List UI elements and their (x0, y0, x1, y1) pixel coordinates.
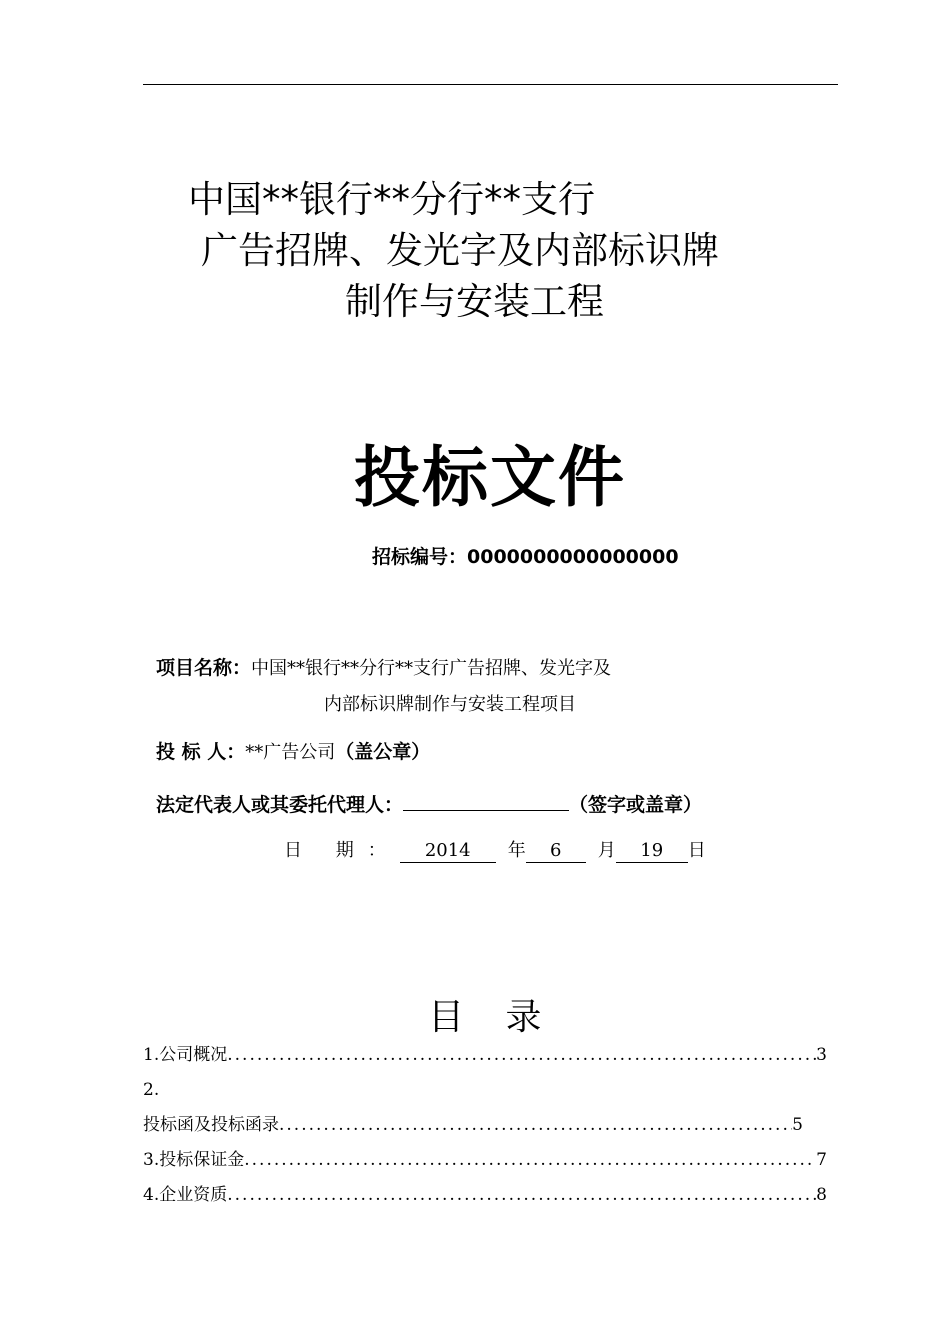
toc-item[interactable] (143, 1114, 803, 1149)
bidder-seal-note: （盖公章） (335, 741, 431, 763)
date-line (284, 838, 706, 864)
bid-number (372, 544, 679, 570)
date-year-unit: 年 (507, 840, 526, 861)
toc-leader (279, 1114, 792, 1136)
toc-item[interactable] (143, 1184, 827, 1219)
date-day-unit: 日 (687, 840, 706, 861)
toc-item[interactable] (143, 1149, 827, 1184)
bid-number-value: 0000000000000000 (467, 546, 679, 568)
toc-leader (244, 1149, 816, 1171)
toc-leader (227, 1044, 816, 1066)
date-month-unit: 月 (597, 840, 616, 861)
toc-item-text: 4.企业资质 (143, 1185, 228, 1205)
toc-item-page: 8 (816, 1185, 827, 1205)
project-name-line-1 (156, 655, 611, 682)
toc-item-text: 投标函及投标函录 (143, 1115, 279, 1135)
title-line-1: 中国**银行**分行**支行 (188, 178, 595, 221)
toc-item-text: 2. (143, 1080, 160, 1100)
header-rule (143, 84, 838, 85)
representative-line (156, 792, 702, 818)
toc-leader (227, 1184, 816, 1206)
toc-item-text: 3.投标保证金 (143, 1150, 245, 1170)
toc-list (143, 1044, 833, 1219)
doc-type-heading: 投标文件 (354, 439, 626, 516)
title-line-3: 制作与安装工程 (345, 280, 604, 323)
representative-sign-note: （签字或盖章） (569, 794, 703, 816)
bidder-label: 投 标 人： (156, 741, 246, 763)
toc-item-page: 3 (816, 1045, 827, 1065)
project-name-label: 项目名称： (156, 657, 252, 679)
date-day: 19 (616, 840, 688, 863)
date-year: 2014 (400, 840, 496, 863)
bidder-line (156, 739, 430, 766)
toc-item[interactable] (143, 1044, 827, 1079)
toc-item-page: 5 (792, 1115, 803, 1135)
toc-item-text: 1.公司概况 (143, 1045, 228, 1065)
bidder-value: **广告公司 (245, 742, 336, 763)
project-name-line-2: 内部标识牌制作与安装工程项目 (324, 694, 576, 715)
representative-signature-blank (403, 810, 569, 811)
representative-label: 法定代表人或其委托代理人： (156, 794, 404, 816)
title-line-2: 广告招牌、发光字及内部标识牌 (201, 229, 719, 272)
toc-item-page: 7 (816, 1150, 827, 1170)
bid-number-label: 招标编号： (372, 546, 468, 568)
project-name-value-1: 中国**银行**分行**支行广告招牌、发光字及 (251, 658, 612, 679)
toc-title: 目 录 (428, 997, 542, 1038)
date-label: 日 期： (284, 840, 400, 861)
date-month: 6 (526, 840, 586, 863)
toc-item[interactable] (143, 1079, 833, 1114)
